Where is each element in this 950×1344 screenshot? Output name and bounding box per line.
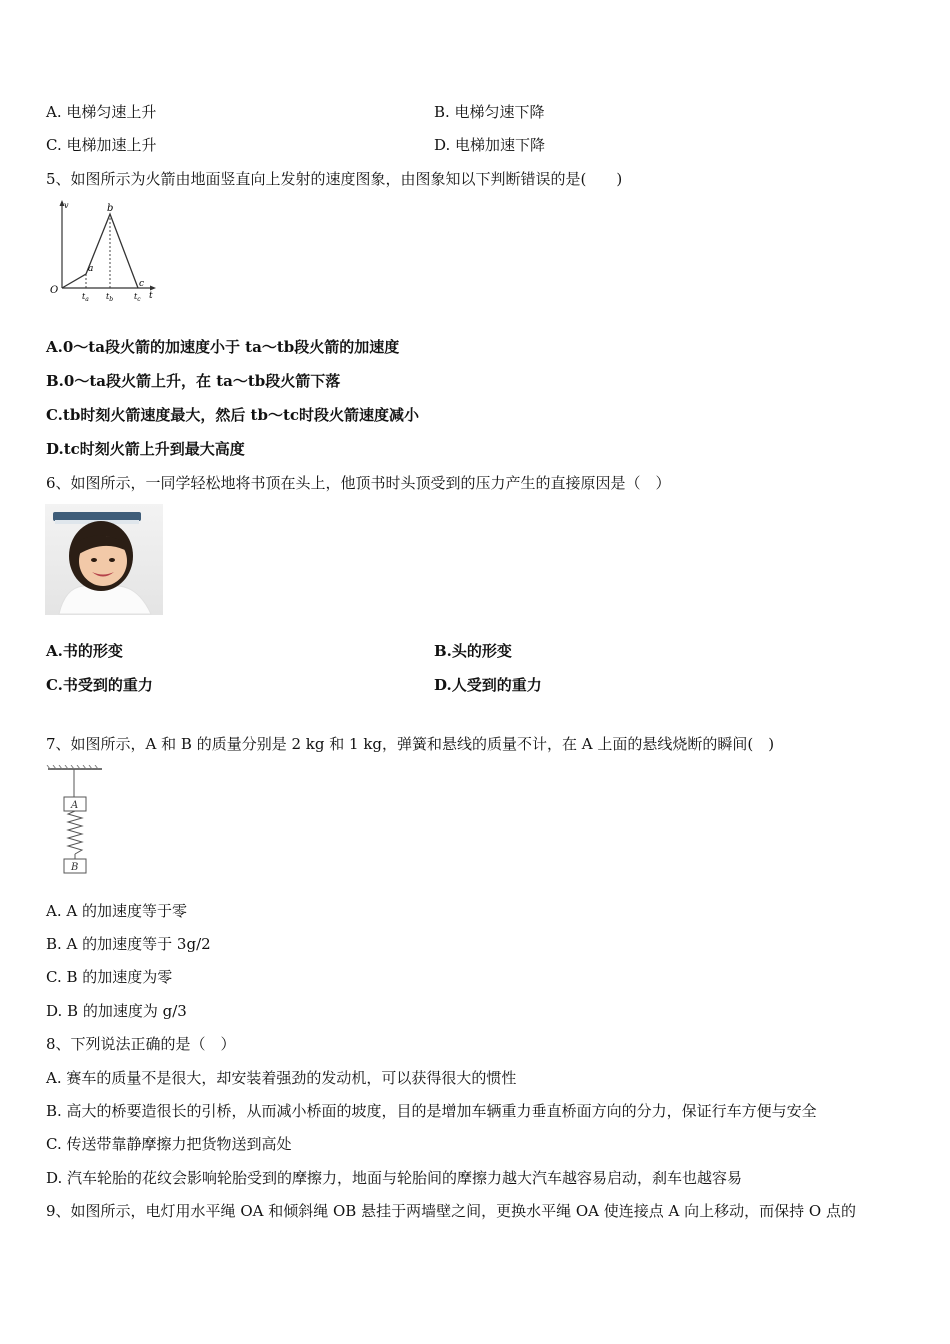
q8-option-a: A. 赛车的质量不是很大，却安装着强劲的发动机，可以获得很大的惯性 [46, 1069, 517, 1087]
q5-velocity-graph [46, 198, 162, 308]
graph-tick-tc-sub: c [137, 296, 141, 303]
graph-point-c: c [139, 279, 145, 289]
graph-t-label: t [149, 291, 153, 301]
graph-v-label: v [64, 201, 69, 210]
svg-text:tb [106, 292, 113, 303]
q8-option-c: C. 传送带靠静摩擦力把货物送到高处 [46, 1135, 292, 1153]
q8-option-b: B. 高大的桥要造很长的引桥，从而减小桥面的坡度，目的是增加车辆重力垂直桥面方向的分力，保证行车方便与安全 [46, 1102, 817, 1120]
svg-text:ta [82, 292, 89, 303]
q6-stem: 6、如图所示，一同学轻松地将书顶在头上，他顶书时头顶受到的压力产生的直接原因是（ ） [46, 474, 671, 492]
q7-option-d: D. B 的加速度为 g/3 [46, 1002, 187, 1020]
graph-tick-tc: t [134, 292, 138, 301]
q7-option-b: B. A 的加速度等于 3g/2 [46, 935, 211, 953]
graph-tick-tb-sub: b [109, 296, 114, 303]
q4-option-a: A. 电梯匀速上升 [46, 103, 157, 121]
q4-option-d: D. 电梯加速下降 [434, 136, 546, 154]
graph-origin-label: O [50, 285, 59, 296]
q6-option-b: B.头的形变 [434, 642, 512, 660]
q8-option-d: D. 汽车轮胎的花纹会影响轮胎受到的摩擦力，地面与轮胎间的摩擦力越大汽车越容易启动，刹车也越容易 [46, 1169, 743, 1187]
graph-tick-ta: t [82, 292, 86, 301]
graph-tick-ta-sub: a [85, 296, 89, 303]
q6-option-d: D.人受到的重力 [434, 676, 542, 694]
q6-option-a: A.书的形变 [46, 642, 123, 660]
graph-point-b: b [107, 203, 114, 214]
q7-stem: 7、如图所示，A 和 B 的质量分别是 2 kg 和 1 kg，弹簧和悬线的质量不计，在 A 上面的悬线烧断的瞬间( ) [46, 735, 775, 753]
block-b-label: B [71, 862, 79, 873]
graph-point-a: a [88, 264, 94, 274]
block-a-label: A [71, 800, 79, 811]
q9-stem: 9、如图所示，电灯用水平绳 OA 和倾斜绳 OB 悬挂于两墙壁之间，更换水平绳 OA 使连接点 A 向上移动，而保持 O 点的 [46, 1202, 856, 1220]
q5-option-d: D.tc时刻火箭上升到最大高度 [46, 440, 245, 458]
q4-option-c: C. 电梯加速上升 [46, 136, 157, 154]
child-balancing-book-photo [45, 504, 163, 615]
q7-option-a: A. A 的加速度等于零 [46, 902, 187, 920]
graph-tick-tb: t [106, 292, 110, 301]
q7-spring-figure [44, 765, 106, 877]
q5-stem: 5、如图所示为火箭由地面竖直向上发射的速度图象，由图象知以下判断错误的是( ) [46, 170, 623, 188]
q5-option-c: C.tb时刻火箭速度最大，然后 tb～tc时段火箭速度减小 [46, 406, 420, 424]
q6-option-c: C.书受到的重力 [46, 676, 153, 694]
q7-option-c: C. B 的加速度为零 [46, 968, 173, 986]
svg-text:tc [134, 292, 141, 303]
q8-stem: 8、下列说法正确的是（ ） [46, 1035, 236, 1053]
q4-option-b: B. 电梯匀速下降 [434, 103, 545, 121]
q5-option-b: B.0～ta段火箭上升，在 ta～tb段火箭下落 [46, 372, 341, 390]
q5-option-a: A.0～ta段火箭的加速度小于 ta～tb段火箭的加速度 [46, 338, 400, 356]
